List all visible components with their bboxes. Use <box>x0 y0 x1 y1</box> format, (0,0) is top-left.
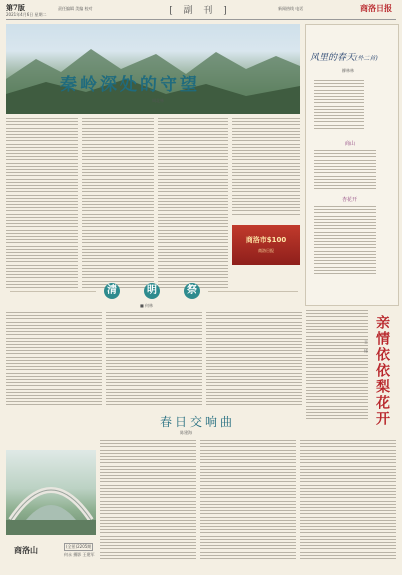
header-date: 2021年4月6日 星期二 <box>6 12 47 17</box>
right-article-body <box>306 310 368 422</box>
photo-credit: 何永 摄影 王建军 <box>64 552 95 557</box>
article2-author: 陈建海 <box>180 430 192 435</box>
header-editors: 责任编辑 美编 校对 <box>58 6 93 11</box>
ad-sub: 商洛日报 <box>258 248 274 253</box>
header-rule <box>6 19 396 20</box>
poem-subtitle: (外二首) <box>355 55 378 62</box>
right-article-author: 王 炜 <box>364 340 369 353</box>
festival-body-col1 <box>6 312 102 408</box>
festival-rule-right <box>208 291 298 292</box>
festival-body-col3 <box>206 312 302 408</box>
article-body-col2 <box>82 118 154 290</box>
poem-title: 风里的春天 <box>310 53 356 63</box>
festival-rule-left <box>10 291 96 292</box>
poem3-title: 杏花开 <box>342 197 358 203</box>
article2-body-col3 <box>300 440 396 561</box>
article2-body-col1 <box>100 440 196 561</box>
poem-body-3 <box>314 206 376 276</box>
article-author: 周北林 <box>152 98 164 103</box>
article-body-col4 <box>232 118 300 217</box>
festival-char-2: 明 <box>144 283 160 299</box>
article-body-col3 <box>158 118 228 290</box>
poem-author: 柳林林 <box>342 68 354 73</box>
section-title: [ 副 刊 ] <box>169 6 231 16</box>
photo-caption-box: (全景)2205期 <box>66 544 92 549</box>
page-number: 第7版 <box>6 3 25 12</box>
article-title: 秦岭深处的守望 <box>60 75 200 95</box>
poem-body-2 <box>314 150 376 191</box>
right-article-title: 亲情依依梨花开 <box>374 315 390 427</box>
sidebar-title <box>310 50 378 63</box>
article-body-col1 <box>6 118 78 290</box>
festival-body-col2 <box>106 312 202 408</box>
header-hotline: 新闻热线 电话 <box>278 6 304 11</box>
festival-char-3: 祭 <box>184 283 200 299</box>
poem-body-1 <box>314 80 364 131</box>
paper-logo: 商洛日报 <box>360 3 392 13</box>
poem2-title: 商山 <box>345 141 356 147</box>
photo-title: 商洛山 <box>14 545 38 555</box>
section-label: 副 刊 <box>183 6 217 16</box>
bridge-photo <box>6 450 96 535</box>
bridge-illustration <box>6 450 96 535</box>
festival-author: ■ 何林 <box>140 303 154 308</box>
ad-text: 商洛市$100 <box>245 236 287 244</box>
ad-banner <box>232 225 300 265</box>
article2-title: 春日交响曲 <box>160 415 236 429</box>
festival-char-1: 清 <box>104 283 120 299</box>
article2-body-col2 <box>200 440 296 561</box>
